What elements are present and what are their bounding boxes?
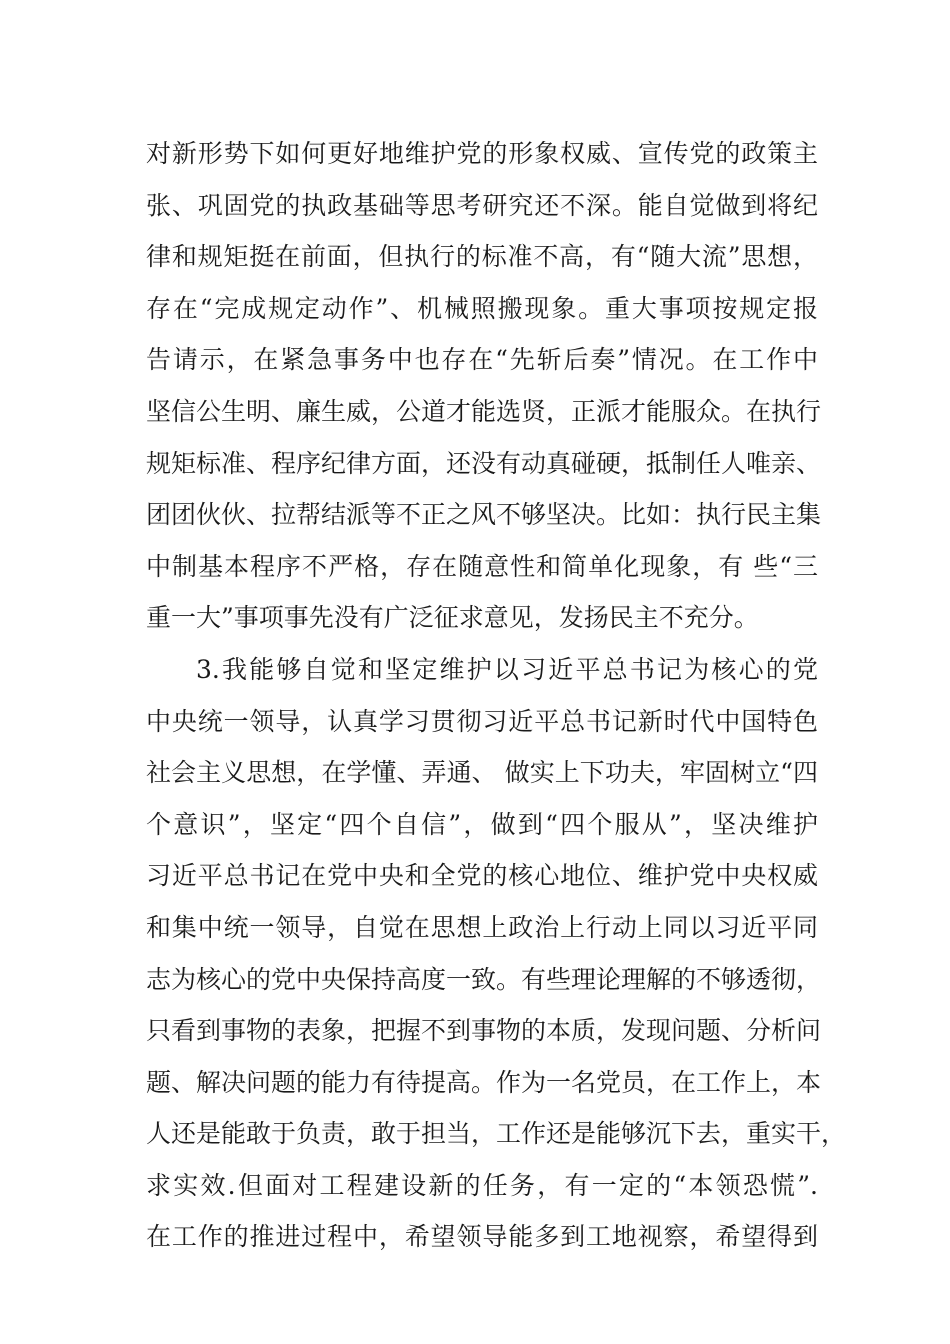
body-text <box>146 128 847 1263</box>
text-line: 个意识”，坚定“四个自信”，做到“四个服从”，坚决维护 <box>146 809 818 839</box>
text-line: 人还是能敢于负责，敢于担当，工作还是能够沉下去，重实干， <box>146 1119 847 1149</box>
text-line: 题、解决问题的能力有待提高。作为一名党员，在工作上，本 <box>146 1067 822 1097</box>
text-line: 在工作的推进过程中，希望领导能多到工地视察，希望得到 <box>146 1222 818 1252</box>
text-line: 告请示，在紧急事务中也存在“先斩后奏”情况。在工作中 <box>146 345 818 375</box>
text-line: 坚信公生明、廉生威，公道才能选贤，正派才能服众。在执行 <box>146 396 822 426</box>
text-line: 对新形势下如何更好地维护党的形象权威、宣传党的政策主 <box>146 139 818 168</box>
text-line: 张、巩固党的执政基础等思考研究还不深。能自觉做到将纪 <box>146 190 818 220</box>
text-line: 律和规矩挺在前面，但执行的标准不高，有“随大流”思想， <box>146 242 818 272</box>
text-line: 规矩标准、程序纪律方面，还没有动真碰硬，抵制任人唯亲、 <box>146 448 822 478</box>
text-line: 社会主义思想，在学懂、弄通、 做实上下功夫，牢固树立“四 <box>146 758 818 788</box>
text-line: 团团伙伙、拉帮结派等不正之风不够坚决。比如：执行民主集 <box>146 500 822 530</box>
text-line: 志为核心的党中央保持高度一致。有些理论理解的不够透彻， <box>146 964 822 994</box>
text-line: 和集中统一领导，自觉在思想上政治上行动上同以习近平同 <box>146 912 818 942</box>
text-line: 求实效.但面对工程建设新的任务，有一定的“本领恐慌”. <box>146 1170 818 1200</box>
paragraph-start-line: 3.我能够自觉和坚定维护以习近平总书记为核心的党 <box>196 654 818 684</box>
text-line: 只看到事物的表象，把握不到事物的本质，发现问题、分析问 <box>146 1016 822 1046</box>
text-line: 中制基本程序不严格，存在随意性和简单化现象，有 些“三 <box>146 551 818 581</box>
paragraph-end-line: 重一大”事项事先没有广泛征求意见，发扬民主不充分。 <box>146 603 759 633</box>
text-line: 中央统一领导，认真学习贯彻习近平总书记新时代中国特色 <box>146 706 818 736</box>
text-line: 存在“完成规定动作”、机械照搬现象。重大事项按规定报 <box>146 293 818 323</box>
text-line: 习近平总书记在党中央和全党的核心地位、维护党中央权威 <box>146 861 818 891</box>
